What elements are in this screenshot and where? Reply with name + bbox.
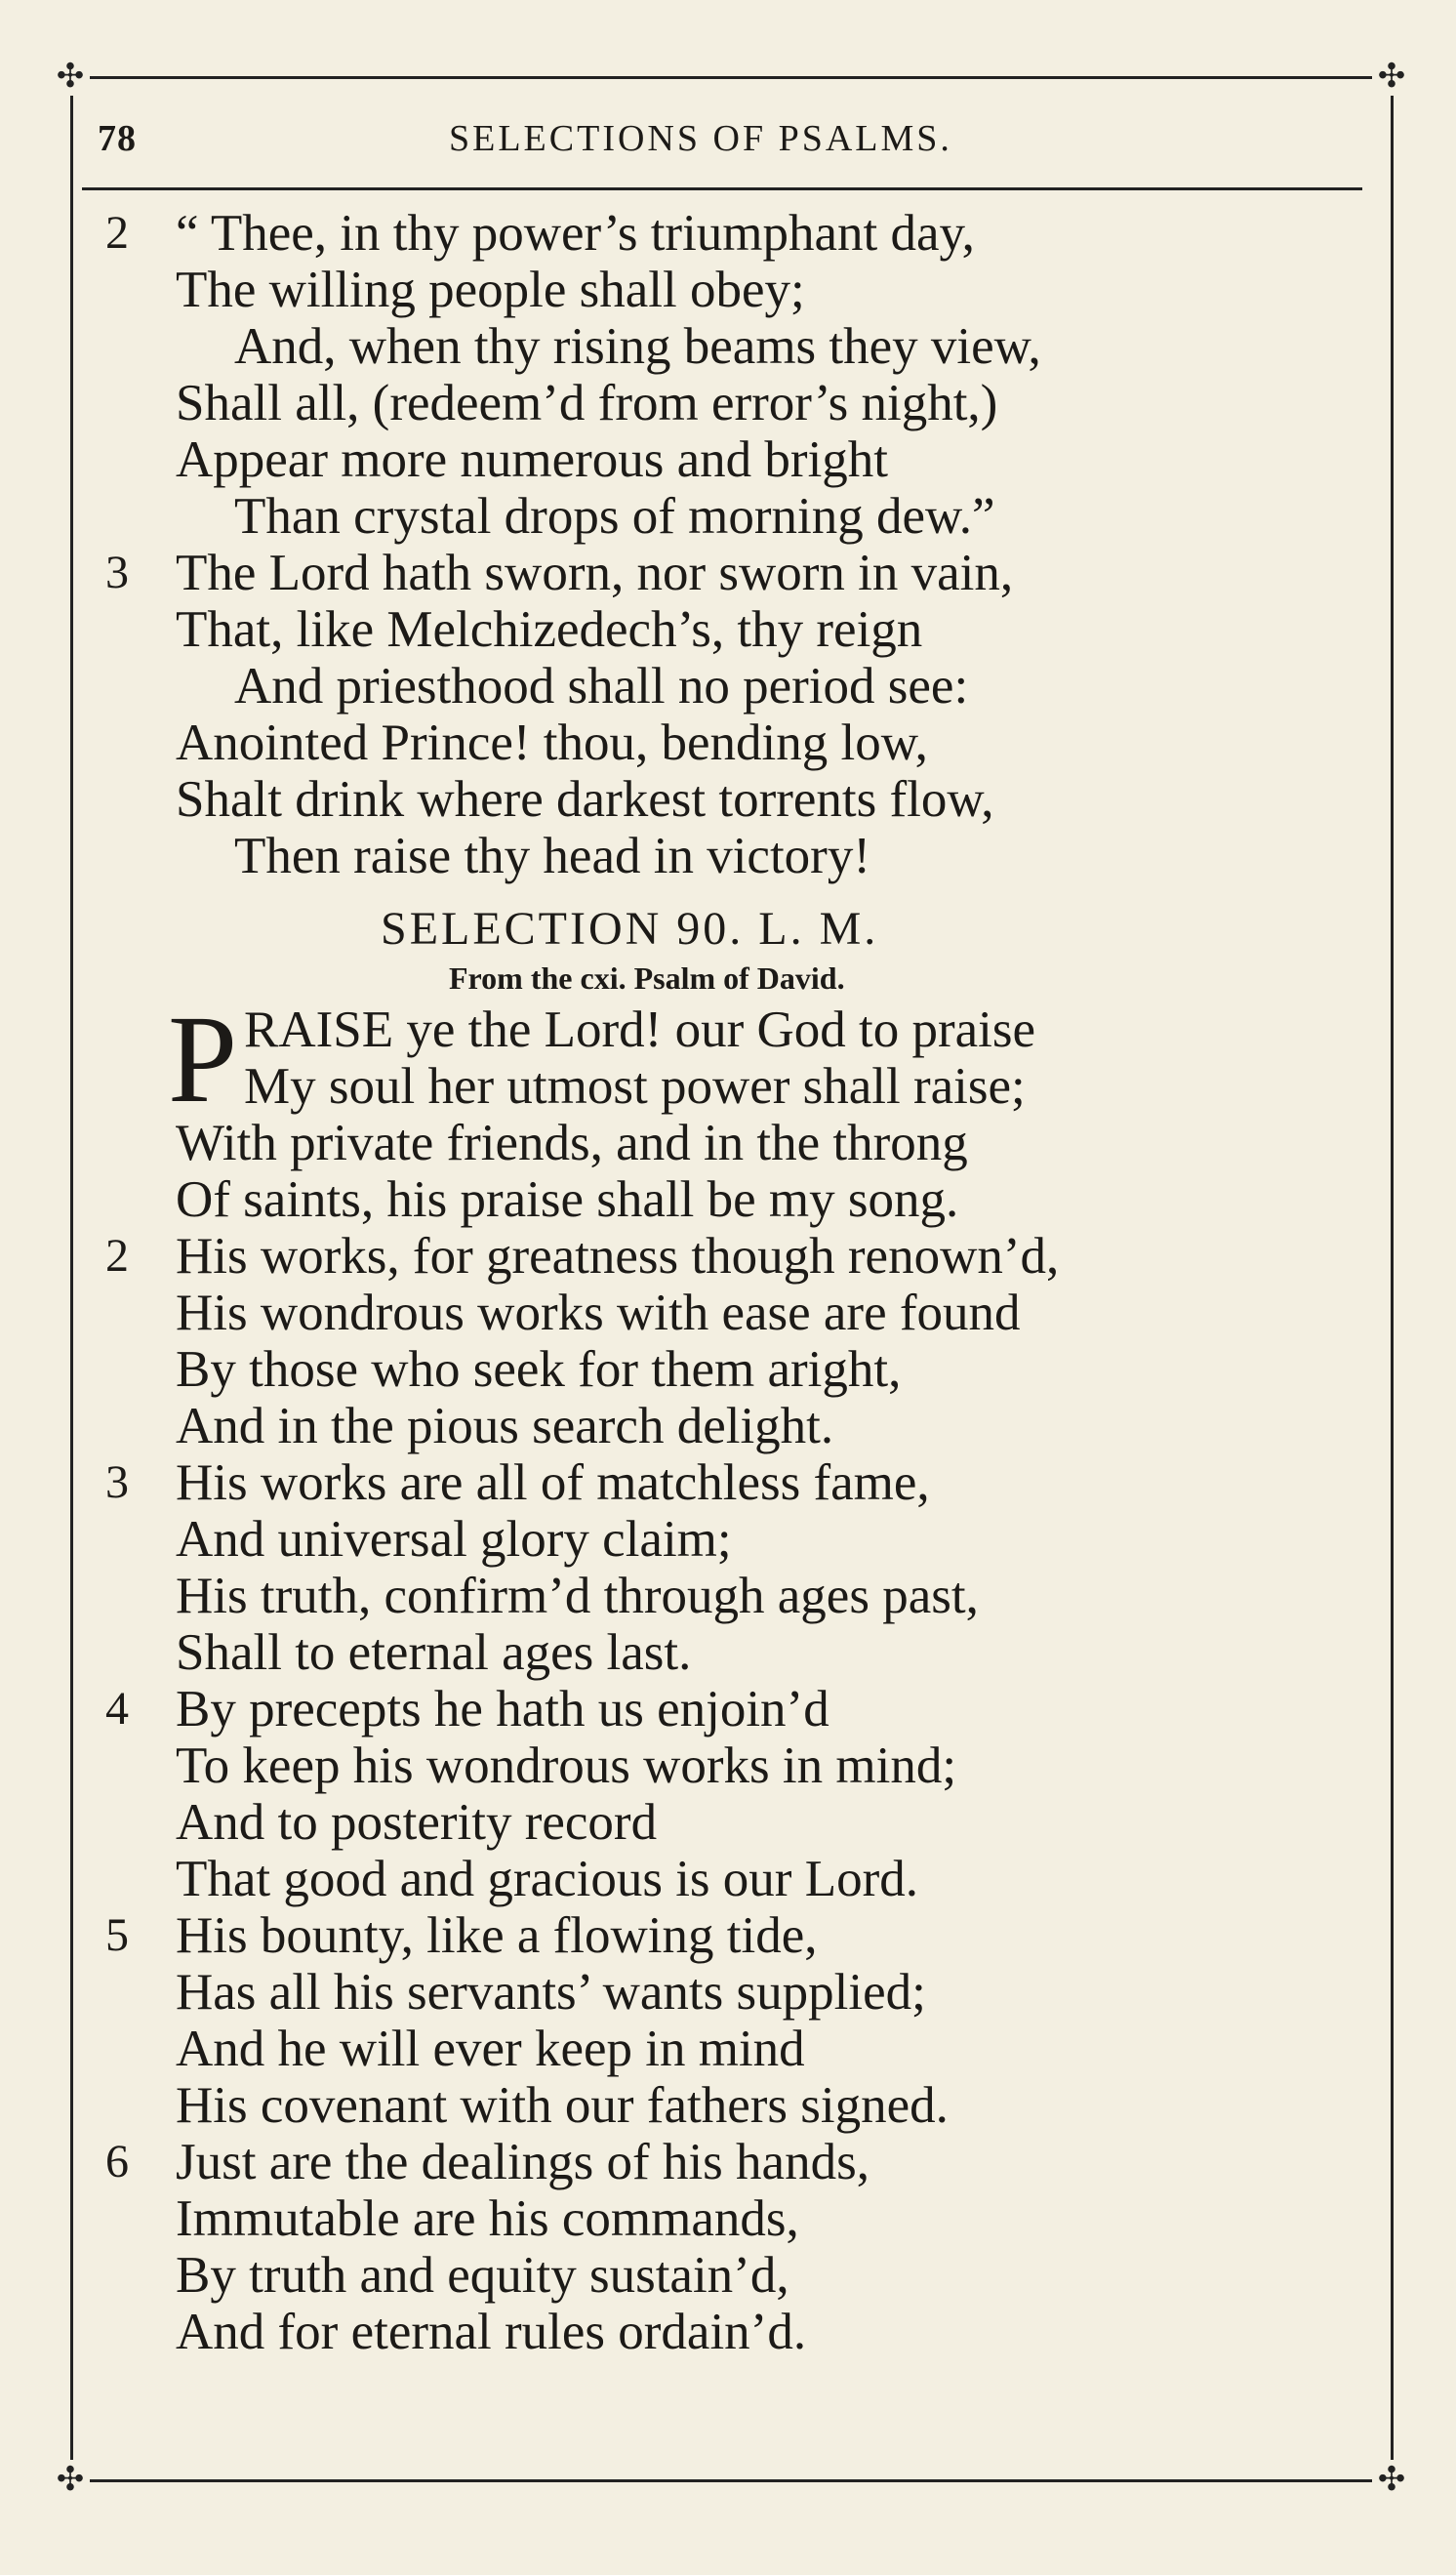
- verse-line: That, like Melchizedech’s, thy reign: [176, 601, 923, 658]
- verse-line: And priesthood shall no period see:: [234, 658, 969, 715]
- verse-line: Anointed Prince! thou, bending low,: [176, 715, 928, 771]
- verse-number: 6: [105, 2136, 129, 2187]
- running-title: SELECTIONS OF PSALMS.: [449, 118, 952, 159]
- verse-number: 2: [105, 1230, 129, 1282]
- verse-line: Immutable are his commands,: [176, 2190, 799, 2247]
- verse-2: [105, 205, 1376, 545]
- verse-line: My soul her utmost power shall raise;: [244, 1058, 1026, 1115]
- verse-4: [105, 1681, 1376, 1907]
- verse-line: Of saints, his praise shall be my song.: [176, 1171, 959, 1228]
- corner-ornament-icon: ✣: [1372, 57, 1411, 96]
- verse-line: The willing people shall obey;: [176, 262, 805, 318]
- verse-line: That good and gracious is our Lord.: [176, 1851, 918, 1907]
- verse-line: “ Thee, in thy power’s triumphant day,: [176, 205, 975, 262]
- verse-line: RAISE ye the Lord! our God to praise: [244, 1001, 1036, 1058]
- verse-number: 4: [105, 1683, 129, 1735]
- drop-cap: P: [168, 990, 238, 1128]
- header-rule: [82, 187, 1362, 190]
- verse-line: To keep his wondrous works in mind;: [176, 1737, 957, 1794]
- verse-line: His wondrous works with ease are found: [176, 1285, 1021, 1341]
- verse-line: Then raise thy head in victory!: [234, 828, 870, 884]
- verse-5: [105, 1907, 1376, 2134]
- verse-line: Appear more numerous and bright: [176, 431, 889, 488]
- page-border-bottom: [70, 2479, 1394, 2482]
- selection-title: SELECTION 90. L. M.: [381, 903, 879, 955]
- verse-line: And in the pious search delight.: [176, 1398, 834, 1454]
- verse-line: By those who seek for them aright,: [176, 1341, 902, 1398]
- verse-3: [105, 545, 1376, 884]
- verse-line: By truth and equity sustain’d,: [176, 2247, 789, 2304]
- verse-3: [105, 1454, 1376, 1681]
- verse-line: And for eternal rules ordain’d.: [176, 2304, 807, 2360]
- verse-number: 3: [105, 547, 129, 598]
- page-border-right: [1391, 76, 1394, 2479]
- corner-ornament-icon: ✣: [51, 57, 90, 96]
- verse-line: Just are the dealings of his hands,: [176, 2134, 870, 2190]
- page-border-top: [70, 76, 1394, 79]
- verse-2: [105, 1228, 1376, 1454]
- verse-line: Has all his servants’ wants supplied;: [176, 1964, 926, 2021]
- verse-line: With private friends, and in the throng: [176, 1115, 968, 1171]
- verse-line: His bounty, like a flowing tide,: [176, 1907, 818, 1964]
- page-content: [105, 205, 1376, 2360]
- verse-6: [105, 2134, 1376, 2360]
- verse-line: And he will ever keep in mind: [176, 2021, 805, 2077]
- selection-subtitle: From the cxi. Psalm of David.: [449, 961, 845, 996]
- verse-1: [168, 990, 1376, 1228]
- corner-ornament-icon: ✣: [51, 2460, 90, 2499]
- verse-line: His works are all of matchless fame,: [176, 1454, 930, 1511]
- verse-number: 5: [105, 1909, 129, 1961]
- verse-line: Shall to eternal ages last.: [176, 1624, 692, 1681]
- verse-line: By precepts he hath us enjoin’d: [176, 1681, 829, 1737]
- verse-line: His works, for greatness though renown’d,: [176, 1228, 1060, 1285]
- verse-line: The Lord hath sworn, nor sworn in vain,: [176, 545, 1014, 601]
- verse-line: Shall all, (redeem’d from error’s night,): [176, 375, 998, 431]
- verse-number: 2: [105, 207, 129, 259]
- verse-line: And to posterity record: [176, 1794, 658, 1851]
- page-border-left: [70, 76, 73, 2479]
- verse-number: 3: [105, 1456, 129, 1508]
- verse-line: And, when thy rising beams they view,: [234, 318, 1041, 375]
- verse-line: And universal glory claim;: [176, 1511, 732, 1568]
- verse-line: Than crystal drops of morning dew.”: [234, 488, 995, 545]
- verse-line: His covenant with our fathers signed.: [176, 2077, 949, 2134]
- verse-line: His truth, confirm’d through ages past,: [176, 1568, 979, 1624]
- verse-line: Shalt drink where darkest torrents flow,: [176, 771, 994, 828]
- page-number: 78: [98, 118, 137, 159]
- corner-ornament-icon: ✣: [1372, 2460, 1411, 2499]
